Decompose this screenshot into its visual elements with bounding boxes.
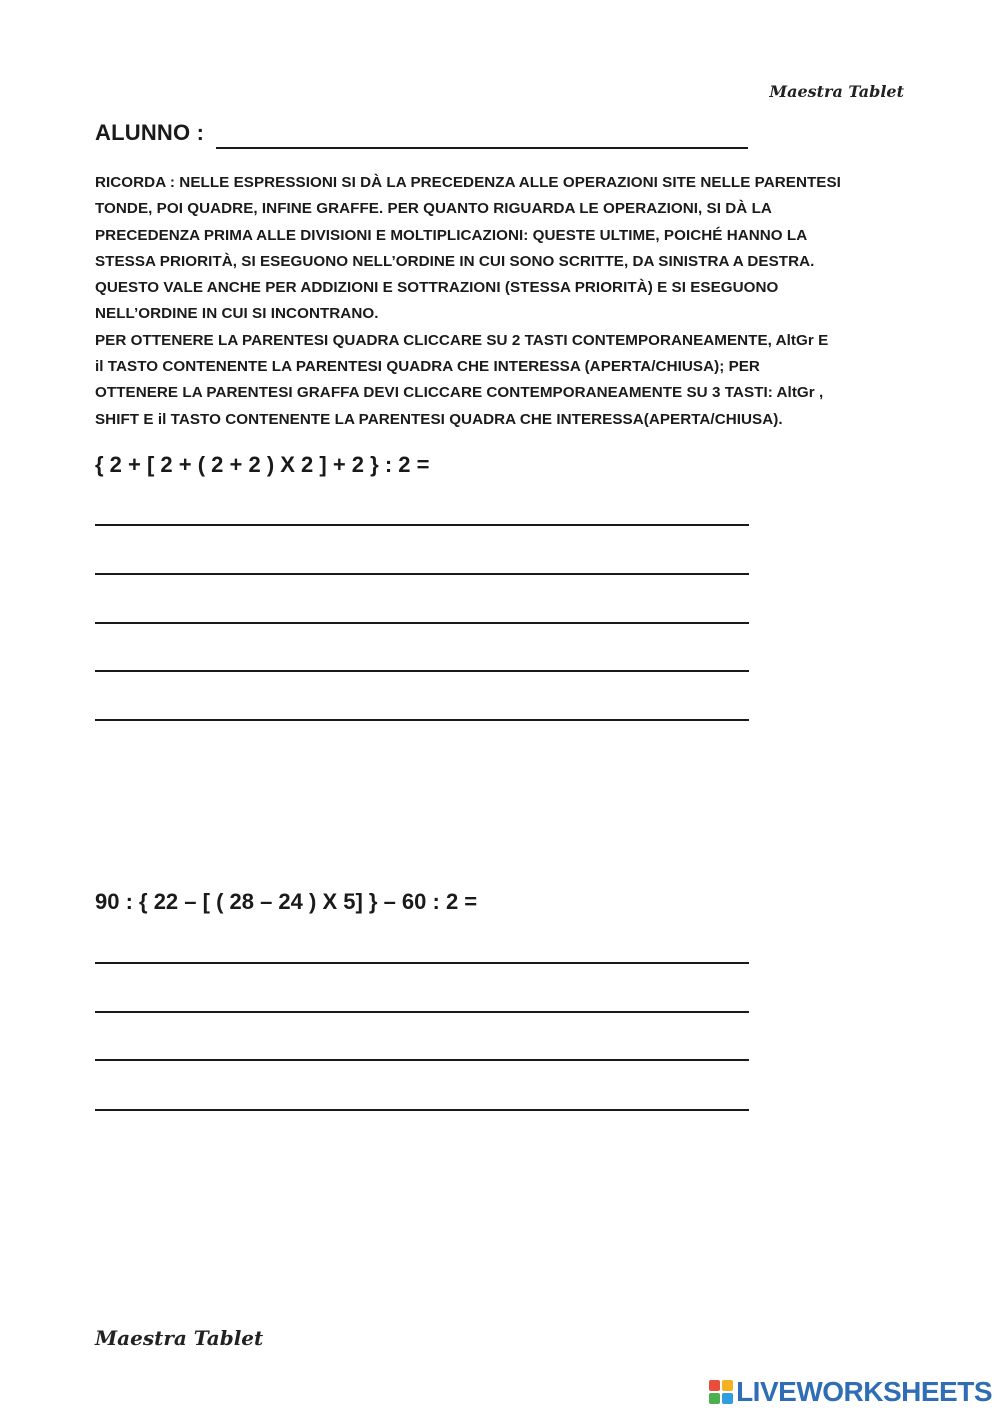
exercise-2-answer-line[interactable] [95,962,749,964]
instruction-line: SHIFT E il TASTO CONTENENTE LA PARENTESI QUADRA CHE INTERESSA(APERTA/CHIUSA). [95,410,783,428]
instruction-line: STESSA PRIORITÀ, SI ESEGUONO NELL’ORDINE IN CUI SONO SCRITTE, DA SINISTRA A DESTRA. [95,252,815,270]
exercise-1-answer-line[interactable] [95,524,749,526]
exercise-2-expression: 90 : { 22 – [ ( 28 – 24 ) X 5] } – 60 : 2 = [95,889,478,914]
liveworksheets-logo[interactable] [709,1378,992,1406]
instruction-line: il TASTO CONTENENTE LA PARENTESI QUADRA CHE INTERESSA (APERTA/CHIUSA); PER [95,358,760,376]
exercise-1-answer-line[interactable] [95,622,749,624]
instruction-line: NELL’ORDINE IN CUI SI INCONTRANO. [95,305,379,323]
exercise-2-answer-line[interactable] [95,1059,749,1061]
exercise-1-answer-line[interactable] [95,719,749,721]
liveworksheets-icon [709,1380,733,1404]
instruction-line: OTTENERE LA PARENTESI GRAFFA DEVI CLICCARE CONTEMPORANEAMENTE SU 3 TASTI: AltGr , [95,384,824,402]
logo-square-icon [722,1380,733,1391]
instruction-line: PER OTTENERE LA PARENTESI QUADRA CLICCARE SU 2 TASTI CONTEMPORANEAMENTE, AltGr E [95,331,829,349]
liveworksheets-logo-text: LIVEWORKSHEETS [736,1376,992,1407]
logo-square-icon [722,1393,733,1404]
instruction-line: PRECEDENZA PRIMA ALLE DIVISIONI E MOLTIPLICAZIONI: QUESTE ULTIME, POICHÉ HANNO LA [95,226,808,244]
logo-square-icon [709,1393,720,1404]
logo-square-icon [709,1380,720,1391]
exercise-2-answer-line[interactable] [95,1109,749,1111]
instructions [95,170,905,433]
exercise-1-answer-line[interactable] [95,670,749,672]
student-name-field[interactable] [216,147,748,149]
instruction-line: QUESTO VALE ANCHE PER ADDIZIONI E SOTTRAZIONI (STESSA PRIORITÀ) E SI ESEGUONO [95,279,779,297]
exercise-1-expression: { 2 + [ 2 + ( 2 + 2 ) X 2 ] + 2 } : 2 = [95,452,430,477]
exercise-2-answer-line[interactable] [95,1011,749,1013]
instruction-line: TONDE, POI QUADRE, INFINE GRAFFE. PER QUANTO RIGUARDA LE OPERAZIONI, SI DÀ LA [95,200,772,218]
instruction-line: RICORDA : NELLE ESPRESSIONI SI DÀ LA PRECEDENZA ALLE OPERAZIONI SITE NELLE PARENTESI [95,174,841,191]
brand-bottom: Maestra Tablet [95,1326,264,1350]
exercise-1-answer-line[interactable] [95,573,749,575]
brand-top: Maestra Tablet [769,82,904,101]
student-label: ALUNNO : [95,120,205,145]
